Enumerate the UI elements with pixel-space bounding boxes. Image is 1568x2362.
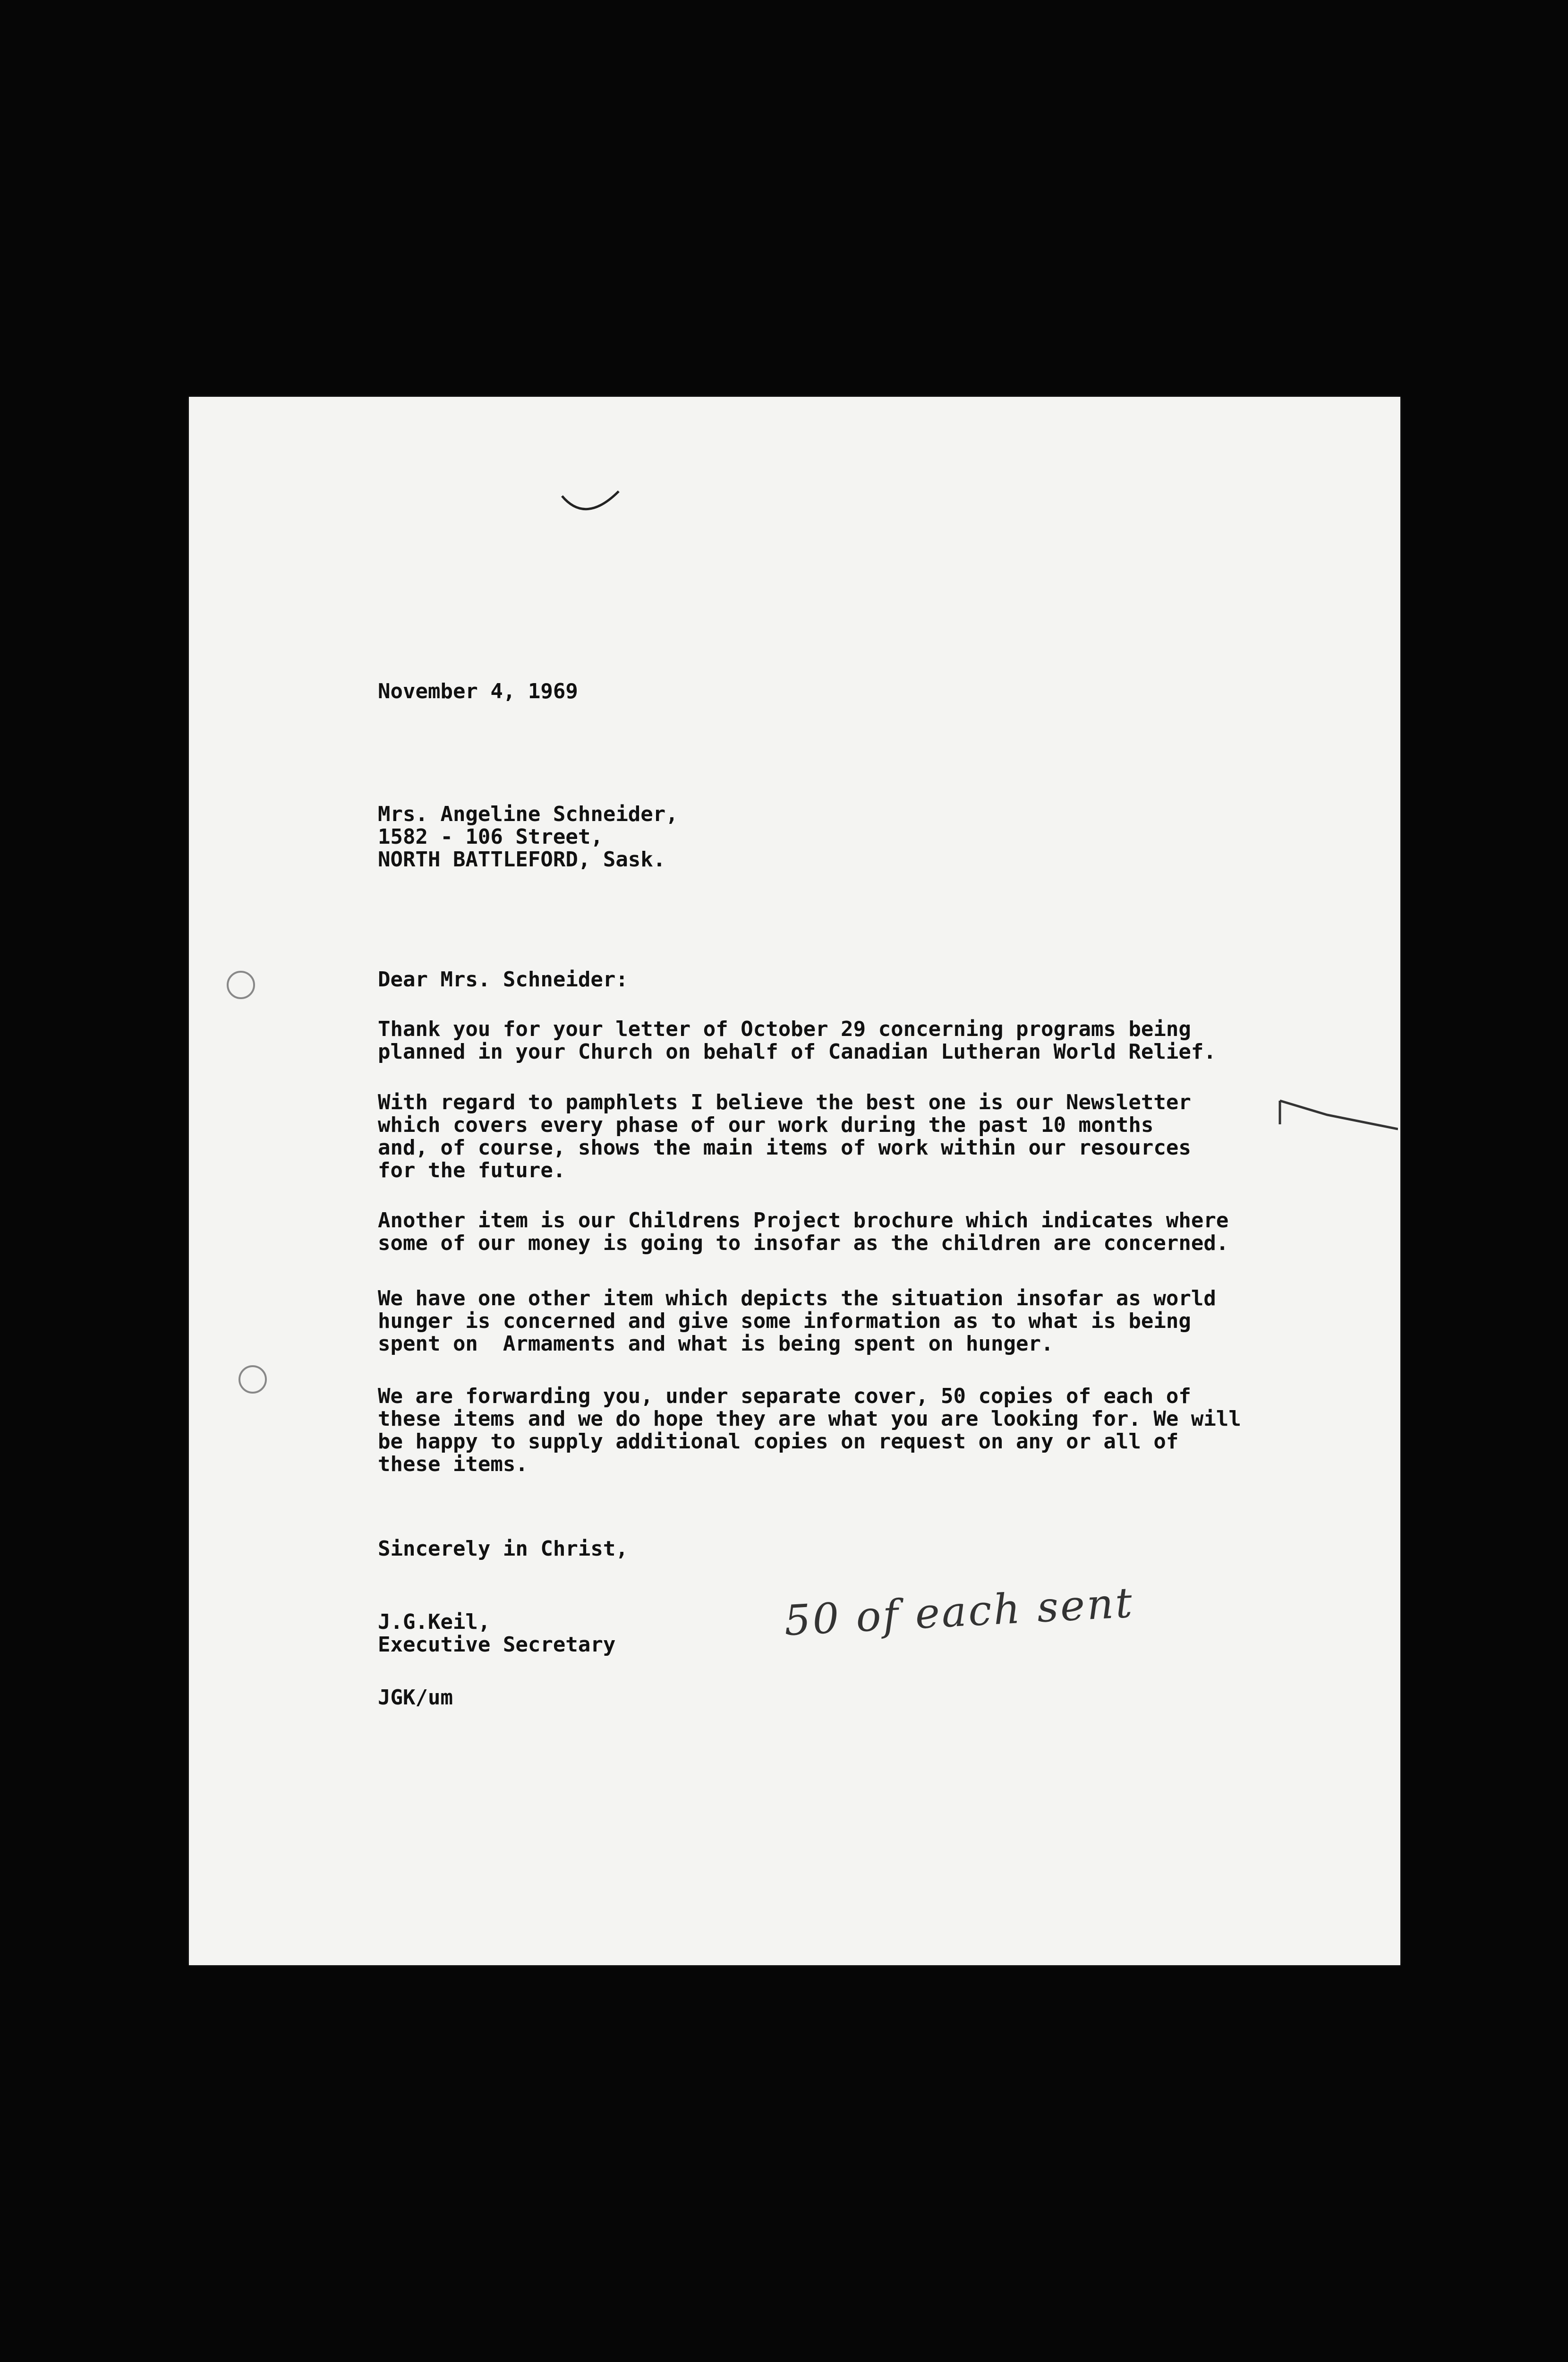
paragraph-5-line-3: be happy to supply additional copies on request on any or all of [378, 1429, 1179, 1454]
paragraph-2-line-1: With regard to pamphlets I believe the best one is our Newsletter [378, 1090, 1191, 1114]
letter-page [189, 397, 1400, 1965]
recipient-street: 1582 - 106 Street, [378, 825, 603, 849]
paragraph-1-line-1: Thank you for your letter of October 29 concerning programs being [378, 1017, 1191, 1041]
paragraph-5-line-1: We are forwarding you, under separate cover, 50 copies of each of [378, 1384, 1191, 1408]
salutation: Dear Mrs. Schneider: [378, 967, 628, 992]
paragraph-2-line-2: which covers every phase of our work during the past 10 months [378, 1113, 1154, 1137]
punch-hole-bottom [239, 1365, 267, 1394]
paragraph-4-line-2: hunger is concerned and give some information as to what is being [378, 1309, 1191, 1333]
paragraph-5-line-4: these items. [378, 1452, 528, 1476]
paragraph-4-line-3: spent on Armaments and what is being spent on hunger. [378, 1332, 1054, 1356]
closing: Sincerely in Christ, [378, 1537, 628, 1561]
signatory-title: Executive Secretary [378, 1633, 616, 1657]
handwritten-note: 50 of each sent [783, 1578, 1135, 1645]
signatory-name: J.G.Keil, [378, 1610, 491, 1634]
pencil-mark-top [557, 472, 628, 529]
letter-date: November 4, 1969 [378, 679, 578, 703]
bracket-mark-right [1275, 1096, 1398, 1153]
paragraph-4-line-1: We have one other item which depicts the situation insofar as world [378, 1286, 1216, 1310]
paragraph-3-line-1: Another item is our Childrens Project brochure which indicates where [378, 1208, 1229, 1232]
paragraph-5-line-2: these items and we do hope they are what you are looking for. We will [378, 1407, 1241, 1431]
paragraph-2-line-4: for the future. [378, 1158, 566, 1182]
paragraph-3-line-2: some of our money is going to insofar as the children are concerned. [378, 1231, 1229, 1255]
punch-hole-top [227, 971, 255, 999]
recipient-name: Mrs. Angeline Schneider, [378, 802, 678, 826]
recipient-city: NORTH BATTLEFORD, Sask. [378, 847, 666, 872]
reference-initials: JGK/um [378, 1686, 453, 1710]
paragraph-1-line-2: planned in your Church on behalf of Canadian Lutheran World Relief. [378, 1040, 1216, 1064]
paragraph-2-line-3: and, of course, shows the main items of work within our resources [378, 1136, 1191, 1160]
